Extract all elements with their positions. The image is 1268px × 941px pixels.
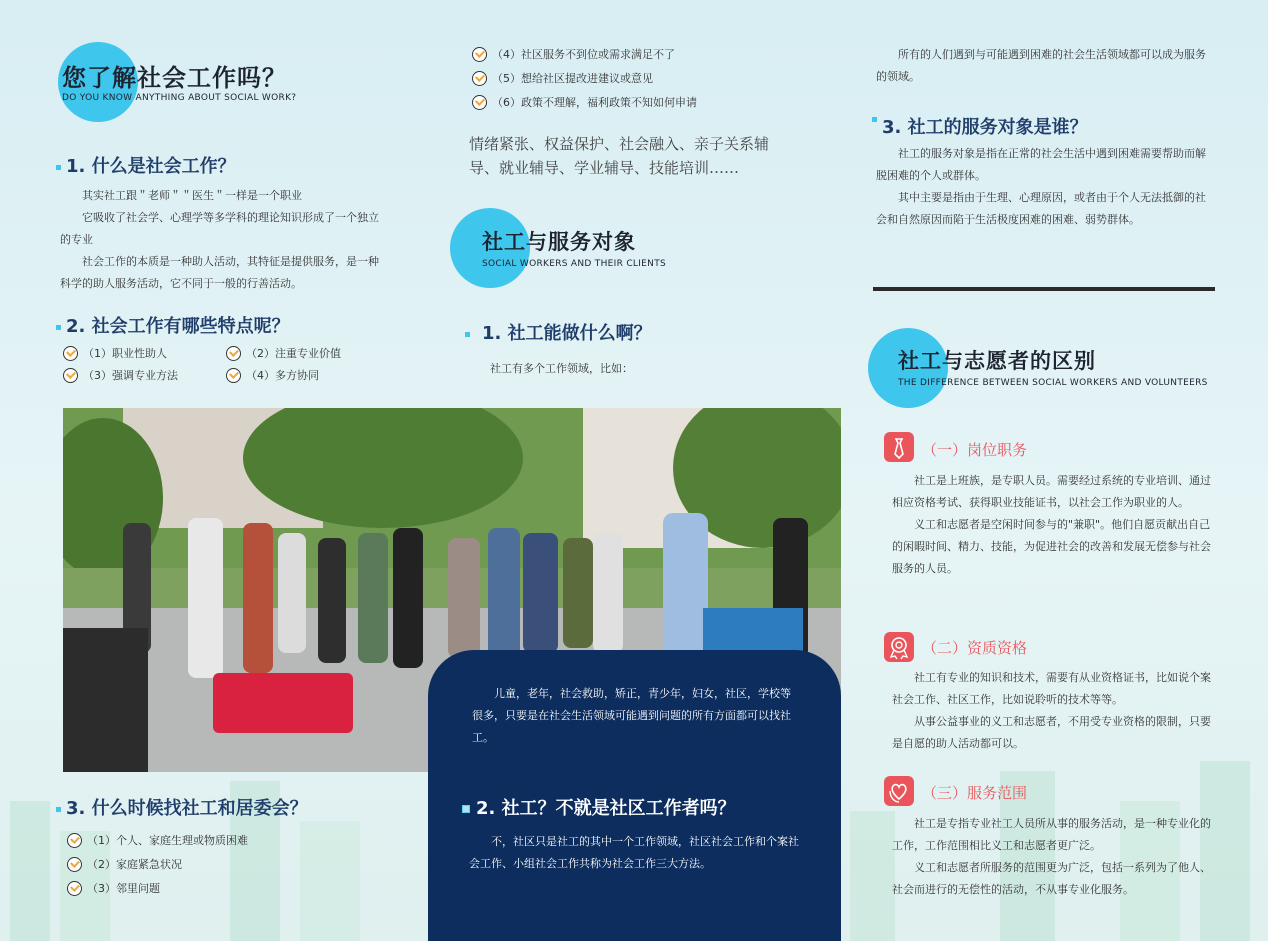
s2-p1: 社工有专业的知识和技术，需要有从业资格证书，比如说个案社会工作、社区工作，比如说聆听的技术等等。 xyxy=(892,671,1211,706)
heart-hand-icon xyxy=(884,776,914,806)
check-circle-icon xyxy=(472,95,487,110)
check-circle-icon xyxy=(472,71,487,86)
bullet-icon xyxy=(56,807,61,812)
s1-body xyxy=(892,470,1214,580)
q1-p2: 它吸收了社会学、心理学等多学科的理论知识形成了一个独立的专业 xyxy=(60,211,379,246)
check-item xyxy=(67,880,160,896)
service-areas-text: 情绪紧张、权益保护、社会融入、亲子关系辅导、就业辅导、学业辅导、技能培训…… xyxy=(469,135,770,177)
bullet-icon xyxy=(56,165,61,170)
s2-title: （二）资质资格 xyxy=(922,639,1028,657)
check-circle-icon xyxy=(67,881,82,896)
q3-heading xyxy=(56,794,308,820)
q1-p1: 其实社工跟＂老师＂＂医生＂一样是一个职业 xyxy=(82,189,302,202)
check-item-label: （2）家庭紧急状况 xyxy=(87,858,182,871)
check-item-label: （5）想给社区提改进建议或意见 xyxy=(492,72,653,85)
s2-body xyxy=(892,667,1214,755)
c3-intro: 所有的人们遇到与可能遇到困难的社会生活领域都可以成为服务的领域。 xyxy=(876,48,1206,83)
check-circle-icon xyxy=(472,47,487,62)
navy-paragraph-2: 不，社区只是社工的其中一个工作领域，社区社会工作和个案社会工作、小组社会工作共称为社会工作三大方法。 xyxy=(469,835,799,870)
s3-p1: 社工是专指专业社工人员所从事的服务活动，是一种专业化的工作，工作范围相比义工和志愿者更广泛。 xyxy=(892,817,1211,852)
section-title-clients: 社工与服务对象 xyxy=(482,230,636,254)
check-circle-icon xyxy=(226,368,241,383)
tie-icon xyxy=(884,432,914,462)
c3-q3-heading xyxy=(872,113,1088,139)
page-title: 您了解社会工作吗？ xyxy=(62,64,287,92)
check-item-label: （2）注重专业价值 xyxy=(246,347,341,360)
c3-q3-body xyxy=(876,143,1206,231)
award-icon xyxy=(884,632,914,662)
check-item-label: （1）职业性助人 xyxy=(83,347,167,360)
check-item xyxy=(63,345,167,361)
q1-heading-text: 1. 什么是社会工作？ xyxy=(66,156,236,177)
c2-q1-heading-text: 1. 社工能做什么啊？ xyxy=(482,323,652,344)
q2-heading-text: 2. 社会工作有哪些特点呢？ xyxy=(66,316,290,337)
section-divider xyxy=(873,287,1215,291)
c2-q1-text: 社工有多个工作领域，比如： xyxy=(490,362,633,375)
check-item-label: （1）个人、家庭生理或物质困难 xyxy=(87,834,248,847)
check-circle-icon xyxy=(67,833,82,848)
q2-heading xyxy=(56,312,290,338)
check-item xyxy=(67,856,182,872)
s2-p2: 从事公益事业的义工和志愿者，不用受专业资格的限制，只要是自愿的助人活动都可以。 xyxy=(892,715,1211,750)
q3-heading-text: 3. 什么时候找社工和居委会？ xyxy=(66,798,308,819)
navy-paragraph-1: 儿童，老年，社会救助，矫正，青少年，妇女，社区，学校等很多，只要是在社会生活领域可能遇到问题的所有方面都可以找社工。 xyxy=(472,687,791,744)
section-title-volunteers: 社工与志愿者的区别 xyxy=(898,349,1096,373)
s3-p2: 义工和志愿者所服务的范围更为广泛，包括一系列为了他人、社会而进行的无偿性的活动，不从事专业化服务。 xyxy=(892,861,1211,896)
c3-q3-heading-text: 3. 社工的服务对象是谁？ xyxy=(882,117,1088,138)
section-subtitle-clients: SOCIAL WORKERS AND THEIR CLIENTS xyxy=(482,259,667,269)
check-circle-icon xyxy=(63,346,78,361)
s3-title: （三）服务范围 xyxy=(922,784,1028,802)
check-item xyxy=(226,345,341,361)
q1-heading xyxy=(56,152,236,178)
check-item-label: （6）政策不理解，福利政策不知如何申请 xyxy=(492,96,697,109)
bullet-icon xyxy=(462,805,470,813)
check-item xyxy=(226,367,319,383)
check-item xyxy=(63,367,178,383)
bullet-icon xyxy=(56,325,61,330)
check-item-label: （3）邻里问题 xyxy=(87,882,160,895)
q1-body xyxy=(60,185,380,295)
bullet-icon xyxy=(872,117,877,122)
s3-body xyxy=(892,813,1214,901)
check-circle-icon xyxy=(226,346,241,361)
s1-title: （一）岗位职务 xyxy=(922,441,1028,459)
check-item xyxy=(472,94,697,110)
check-circle-icon xyxy=(67,857,82,872)
check-item-label: （4）多方协同 xyxy=(246,369,319,382)
check-item xyxy=(472,70,653,86)
c2-q2-heading xyxy=(462,794,736,820)
c3-q3-p2: 其中主要是指由于生理、心理原因，或者由于个人无法抵御的社会和自然原因而陷于生活极度困难的困难、弱势群体。 xyxy=(876,191,1206,226)
check-item-label: （4）社区服务不到位或需求满足不了 xyxy=(492,48,675,61)
page-subtitle: DO YOU KNOW ANYTHING ABOUT SOCIAL WORK? xyxy=(62,93,297,103)
s1-p2: 义工和志愿者是空闲时间参与的"兼职"。他们自愿贡献出自己的闲暇时间、精力、技能，为促进社会的改善和发展无偿参与社会服务的人员。 xyxy=(892,518,1211,575)
check-item xyxy=(472,46,675,62)
bullet-icon xyxy=(465,332,470,337)
c2-q1-heading xyxy=(465,319,652,345)
section-subtitle-volunteers: THE DIFFERENCE BETWEEN SOCIAL WORKERS AND VOLUNTEERS xyxy=(898,378,1208,388)
s1-p1: 社工是上班族，是专职人员。需要经过系统的专业培训、通过相应资格考试、获得职业技能证书，以社会工作为职业的人。 xyxy=(892,474,1211,509)
q1-p3: 社会工作的本质是一种助人活动，其特征是提供服务，是一种科学的助人服务活动，它不同于一般的行善活动。 xyxy=(60,255,379,290)
check-circle-icon xyxy=(63,368,78,383)
c2-q2-heading-text: 2. 社工？不就是社区工作者吗？ xyxy=(476,798,736,819)
c3-q3-p1: 社工的服务对象是指在正常的社会生活中遇到困难需要帮助而解脱困难的个人或群体。 xyxy=(876,147,1206,182)
check-item-label: （3）强调专业方法 xyxy=(83,369,178,382)
check-item xyxy=(67,832,248,848)
